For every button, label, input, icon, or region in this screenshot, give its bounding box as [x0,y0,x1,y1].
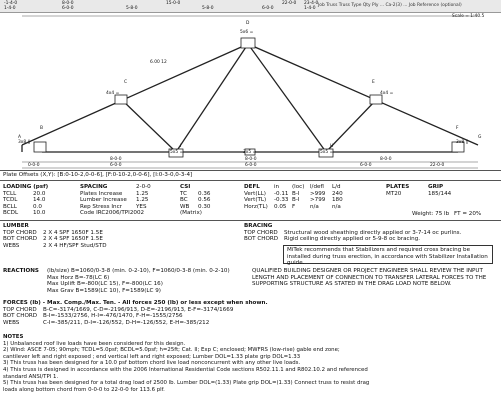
note-item: standard ANSI/TPI 1. [3,373,59,380]
mitek-note: MiTek recommends that Stabilizers and required cross bracing be installed during truss erection, in accordance with Stabilizer Installation guide. [283,245,493,264]
reaction-line: Max Uplift B=-800(LC 15), F=-800(LC 16) [47,281,163,288]
dim-label: 8-0-0 [110,157,122,162]
node-label: G [478,135,482,140]
dim-label: 15-0-0 [166,1,181,6]
csi-row: WB 0.30 [180,203,211,210]
lumber-block [3,223,107,249]
dim-label: 1-4-0 [4,6,16,11]
plates-block [386,184,451,197]
plate-offsets-value: [B:0-10-2,0-0-6], [F:0-10-2,0-0-6], [I:0-3-0,0-3-4] [57,172,193,178]
dim-label: 22-0-0 [282,1,297,6]
dim-label: 8-0-0 [380,157,392,162]
right-top-chord [248,44,478,145]
reaction-line: Max Grav B=1589(LC 10), F=1589(LC 9) [47,287,161,294]
notes-title: NOTES [3,334,24,340]
plate-offsets [3,172,192,179]
plate-left-web [115,95,127,104]
separator [0,180,501,181]
plates [34,38,464,157]
csi-row: (Matrix) [180,210,202,217]
node-label: C [124,80,128,85]
defl-row: Vert(TL) -0.33 B-I >799 180 [244,197,343,204]
note-item: cantilever left and right exposed ; end vertical left and right exposed; Lumber DOL=1.33 plate grip DOL=1.33 [3,353,301,360]
plate-left-brg [34,142,46,152]
dim-label: 22-0-0 [430,163,445,168]
plate-label-left-brg: 3x8 || [18,140,31,145]
node-label: H [330,144,334,149]
loading-row: TCLL 20.0 [3,190,46,197]
node-label: B [40,126,44,131]
grip-title: GRIP [428,184,444,190]
note-item: 2) Wind: ASCE 7-05; 90mph; TCDL=5.0psf; BCDL=5.0psf; h=25ft; Cat. II; Exp C; enclosed; MWFRS (low-rise) gable end zone; [3,347,340,354]
note-item: 3) This truss has been designed for a 10.0 psf bottom chord live load nonconcurrent with any other live loads. [3,360,301,367]
separator [0,220,501,221]
reaction-line: Max Horz B=-78(LC 6) [47,274,110,281]
qualified-note: QUALIFIED BUILDING DESIGNER OR PROJECT ENGINEER SHALL REVIEW THE INPUT LENGTH AND PLACEMENT OF CONNECTION TO TRANSFER LATERAL FORCES TO THE SUPPORTING STRUCTURE AS STATED IN THE DRAG LOAD NOTE BELOW. [252,268,487,288]
web-d-h [248,44,326,152]
plate-label-bot-right: 5x5 = [320,150,334,155]
lumber-row: WEBS 2 X 4 HF/SPF Stud/STD [3,242,107,249]
plate-label-right-brg: 3x8 || [456,140,469,145]
web-c-i [122,100,176,152]
forces-title: FORCES (lb) - Max. Comp./Max. Ten. - All forces 250 (lb) or less except when shown. [3,300,268,306]
pitch-label: 6.00 12 [150,60,167,65]
dim-label: 6-0-0 [110,163,122,168]
csi-title: CSI [180,184,191,190]
note-item: loads along bottom chord from 0-0-0 to 22-0-0 for 113.6 plf. [3,386,165,393]
notes-block [3,334,369,393]
loading-row: BCLL 0.0 [3,203,42,210]
reactions-title: REACTIONS [3,268,39,274]
spacing-value: 2-0-0 [136,184,151,190]
node-label: E [372,80,375,85]
plate-label-bot-left: 5x5 = [170,150,184,155]
ft-label: FT = 20% [454,211,482,217]
defl-title: DEFL [244,184,260,190]
plate-offsets-label: Plate Offsets (X,Y): [3,172,56,178]
job-info: Job Truss Truss Type Qty Ply ... Ca-2(3) ... Job Reference (optional) [318,3,462,8]
lumber-row: TOP CHORD 2 X 4 SPF 1650F 1.5E [3,229,103,236]
plate-label-left-web: 4x4 = [106,91,120,96]
csi-row: BC 0.56 [180,197,211,204]
spacing-row: Lumber Increase 1.25 [80,197,149,204]
lumber-row: BOT CHORD 2 X 4 SPF 1650F 1.5E [3,236,103,243]
dim-label: 8-0-0 [62,1,74,6]
loading-row: BCDL 10.0 [3,210,46,217]
plate-label-top: 5x6 = [240,30,254,35]
plate-right-web [370,95,382,104]
weight-label: Weight: 75 lb [412,211,450,217]
spacing-row: Plates Increase 1.25 [80,190,149,197]
plates-title: PLATES [386,184,410,190]
dim-label: 23-4-0 [304,1,319,6]
bracing-title: BRACING [244,223,273,229]
dim-label: 0-0-0 [28,163,40,168]
defl-row: Horz(TL) 0.05 F n/a n/a [244,203,341,210]
plate-label-right-web: 4x4 = [380,91,394,96]
plate-label-bot-mid: 3x5 = [243,150,257,155]
csi-row: TC 0.36 [180,190,211,197]
spacing-row: Rep Stress Incr YES [80,203,147,210]
dim-label: 1-4-0 [304,6,316,11]
node-label: F [456,126,459,131]
truss-diagram [0,12,501,170]
loading-block [3,184,48,217]
loading-title: LOADING (psf) [3,184,49,190]
separator [0,170,501,171]
lumber-title: LUMBER [3,223,29,229]
bracing-block [244,223,461,243]
forces-row: BOT CHORD B-I=-1533/2756, H-I=-476/1470, F-H=-1555/2756 [3,313,183,320]
note-item: 1) Unbalanced roof live loads have been considered for this design. [3,340,186,347]
dim-label: 6-0-0 [62,6,74,11]
weight-row [412,211,481,218]
dim-label: 5-8-0 [202,6,214,11]
csi-block [180,184,210,217]
loading-row: TCDL 14.0 [3,197,46,204]
bracing-row: BOT CHORD Rigid ceiling directly applied or 5-9-8 oc bracing. [244,236,421,243]
dim-label: 6-0-0 [262,6,274,11]
spacing-block [80,184,151,217]
note-item: 4) This truss is designed in accordance with the 2006 International Residential Code sections R502.11.1 and R802.10.2 and referenced [3,366,368,373]
web-e-h [326,100,376,152]
forces-block [3,300,268,326]
forces-row: WEBS C-I=-385/211, D-I=-126/552, D-H=-126/552, E-H=-385/212 [3,319,210,326]
dim-label: 5-8-0 [126,6,138,11]
node-label: D [246,21,250,26]
node-label: A [18,135,22,140]
bracing-row: TOP CHORD Structural wood sheathing directly applied or 3-7-14 oc purlins. [244,229,462,236]
node-label: I [180,144,182,149]
defl-row: Vert(LL) -0.11 B-I >999 240 [244,190,343,197]
plates-row: MT20 185/144 [386,190,452,197]
dim-label: -1-4-0 [4,1,18,6]
dim-label: 6-0-0 [245,163,257,168]
note-item: 5) This truss has been designed for a total drag load of 2500 lb. Lumber DOL=(1.33) Plate grip DOL=(1.33) Connect truss to resist drag [3,380,370,387]
plate-top [241,38,255,48]
reactions-block: REACTIONS (lb/size) B=1060/0-3-8 (min. 0-2-10), F=1060/0-3-8 (min. 0-2-10) Max Horz B=-78(LC 6) Max Uplift B=-800(LC 15), F=-800(LC 16) Max Grav B=1589(LC 10), F=1589(LC 9) [3,268,230,294]
forces-row: TOP CHORD B-C=-3174/1669, C-D=-2196/913, D-E=-2196/913, E-F=-3174/1669 [3,306,234,313]
dim-label: 6-0-0 [360,163,372,168]
spacing-title: SPACING [80,184,108,190]
truss-members [22,44,478,152]
spacing-row: Code IRC2006/TPI2002 [80,210,145,217]
scale-label: Scale = 1:40.5 [452,14,485,19]
defl-block: DEFL in (loc) l/defl L/d Vert(LL) -0.11 B-I >999 240 Vert(TL) -0.33 B-I >799 180 Horz(TL) 0.05 F n/a n/a [244,184,343,210]
dim-label: 8-0-0 [245,157,257,162]
